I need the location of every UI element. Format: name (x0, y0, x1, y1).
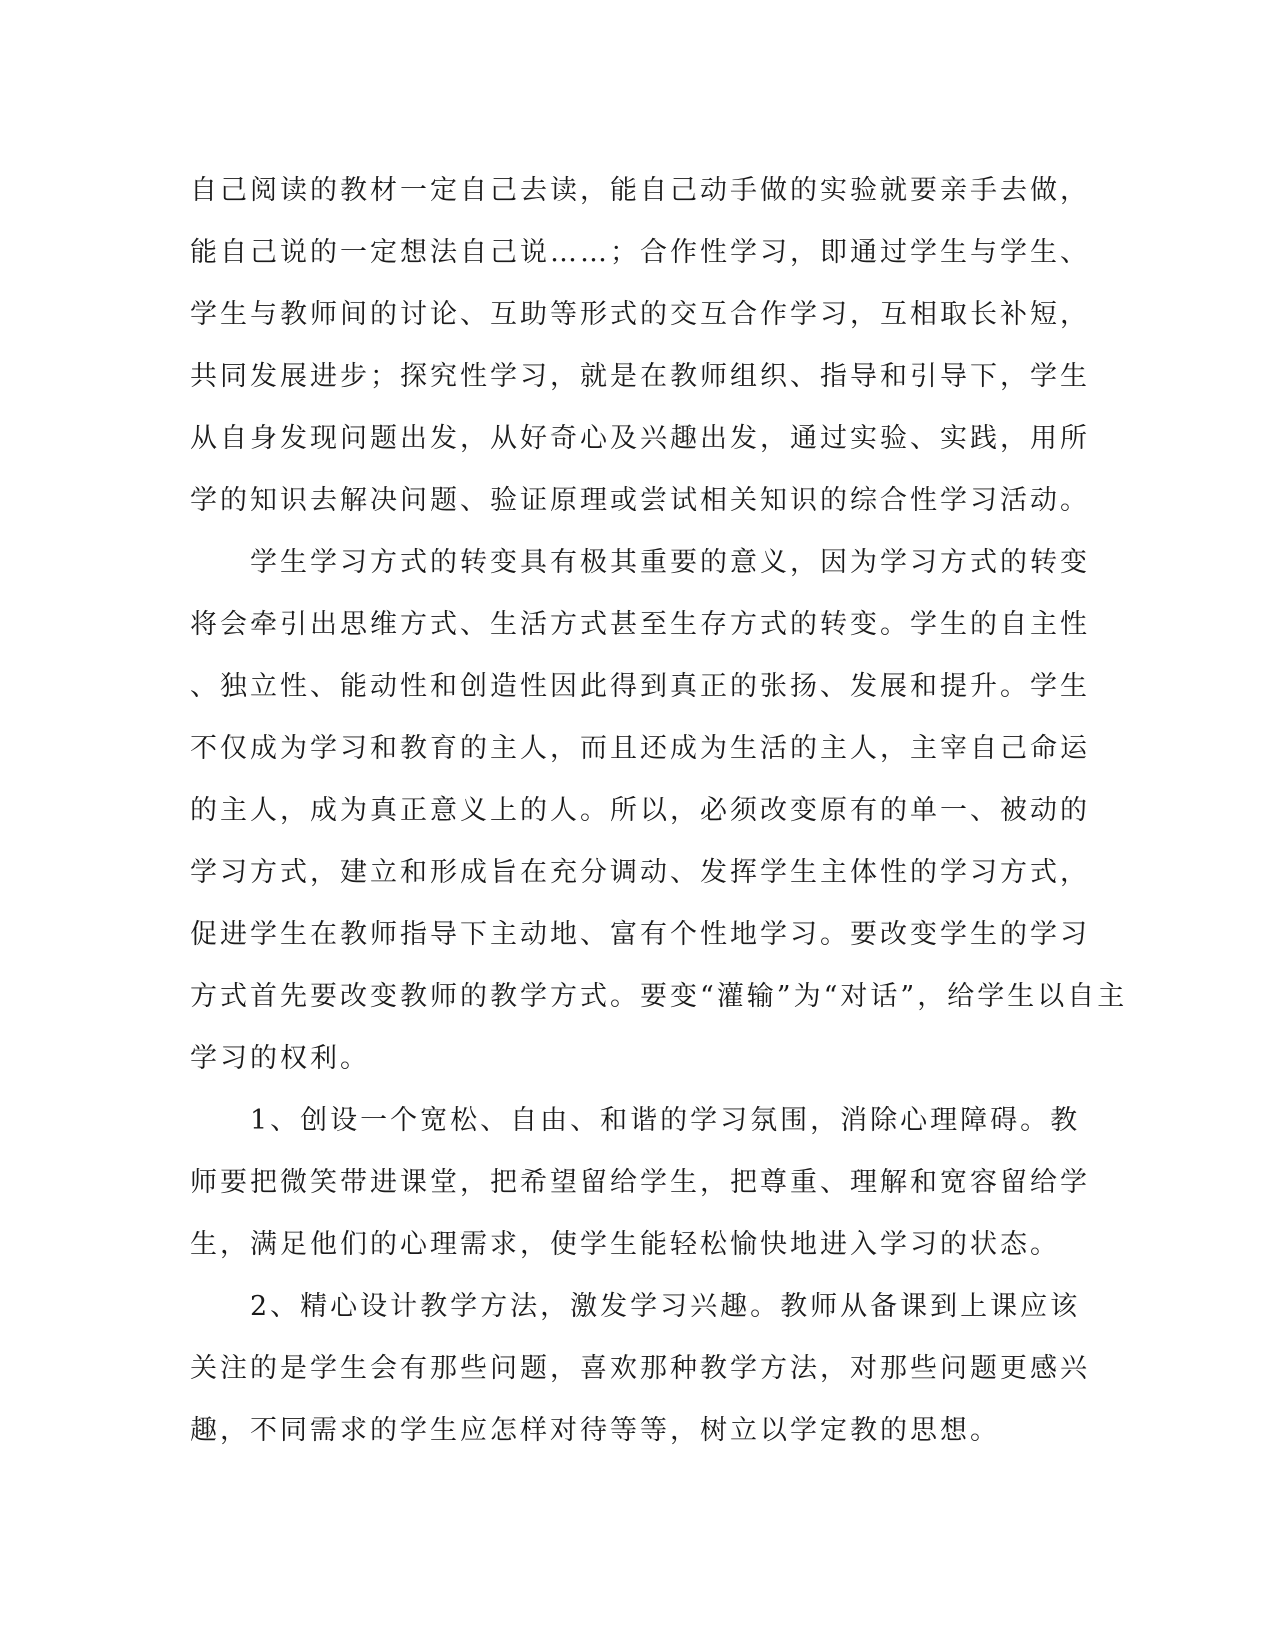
text-line: 生，满足他们的心理需求，使学生能轻松愉快地进入学习的状态。 (190, 1229, 1060, 1260)
body-text (190, 160, 1128, 1462)
text-line: 关注的是学生会有那些问题，喜欢那种教学方法，对那些问题更感兴 (190, 1353, 1090, 1384)
text-line: 方式首先要改变教师的教学方式。要变“灌输”为“对话”，给学生以自主 (190, 981, 1128, 1012)
text-line: 趣，不同需求的学生应怎样对待等等，树立以学定教的思想。 (190, 1415, 1000, 1446)
text-line: 学习的权利。 (190, 1043, 370, 1074)
list-item-2-line: 2、精心设计教学方法，激发学习兴趣。教师从备课到上课应该 (190, 1291, 1081, 1322)
text-line: 不仅成为学习和教育的主人，而且还成为生活的主人，主宰自己命运 (190, 733, 1090, 764)
text-line: 的主人，成为真正意义上的人。所以，必须改变原有的单一、被动的 (190, 795, 1090, 826)
text-line: 促进学生在教师指导下主动地、富有个性地学习。要改变学生的学习 (190, 919, 1090, 950)
text-line: 师要把微笑带进课堂，把希望留给学生，把尊重、理解和宽容留给学 (190, 1167, 1090, 1198)
text-line: 学的知识去解决问题、验证原理或尝试相关知识的综合性学习活动。 (190, 485, 1090, 516)
text-line: 将会牵引出思维方式、生活方式甚至生存方式的转变。学生的自主性 (190, 609, 1090, 640)
text-line: 从自身发现问题出发，从好奇心及兴趣出发，通过实验、实践，用所 (190, 423, 1090, 454)
text-line: 共同发展进步；探究性学习，就是在教师组织、指导和引导下，学生 (190, 361, 1090, 392)
paragraph-start-line: 学生学习方式的转变具有极其重要的意义，因为学习方式的转变 (190, 547, 1090, 578)
text-line: 学生与教师间的讨论、互助等形式的交互合作学习，互相取长补短， (190, 299, 1090, 330)
text-line: 能自己说的一定想法自己说……；合作性学习，即通过学生与学生、 (190, 237, 1090, 268)
text-line: 学习方式，建立和形成旨在充分调动、发挥学生主体性的学习方式， (190, 857, 1090, 888)
list-item-1-line: 1、创设一个宽松、自由、和谐的学习氛围，消除心理障碍。教 (190, 1105, 1081, 1136)
text-line: 、独立性、能动性和创造性因此得到真正的张扬、发展和提升。学生 (190, 671, 1090, 702)
text-line: 自己阅读的教材一定自己去读，能自己动手做的实验就要亲手去做， (190, 175, 1090, 206)
